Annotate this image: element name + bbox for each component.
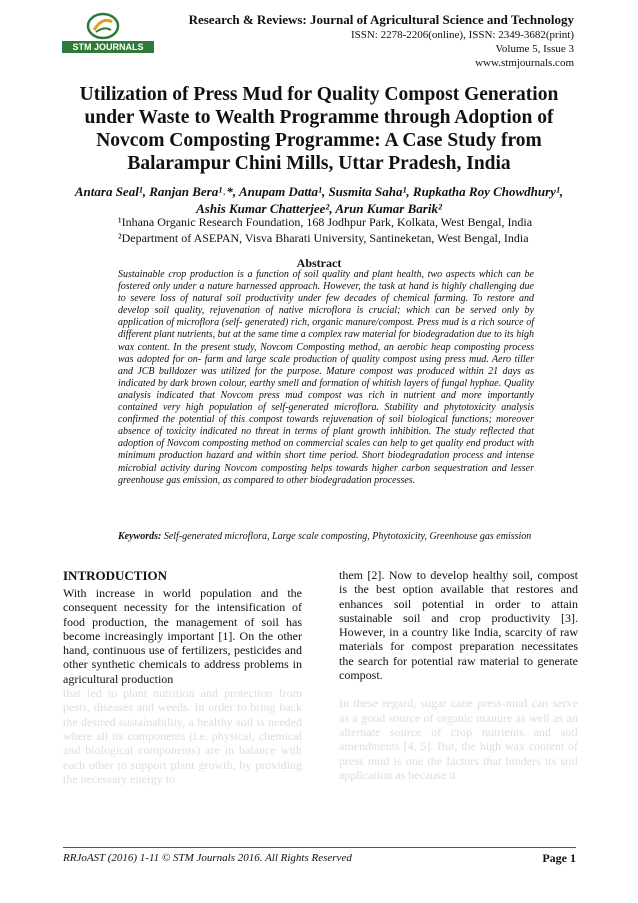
faded-body-text: In these regard, sugar cane press-mud can serve as a good source of organic manure as well as an alternate source of crop nutrients and soil amendments [4, 5]. But, the high wax content of press mud is one the factors that hinders its soil application as because it bbox=[339, 696, 578, 782]
journal-name: Research & Reviews: Journal of Agricultural Science and Technology bbox=[188, 12, 574, 27]
left-column bbox=[63, 568, 302, 786]
authors-line: Antara Seal¹, Ranjan Bera¹˒*, Anupam Datta¹, Susmita Saha¹, Rupkatha Roy Chowdhury¹, bbox=[74, 184, 564, 199]
abstract-body: Sustainable crop production is a function of soil quality and plant health, two aspects which can be fostered only under a nature harnessed approach. However, the task at hand is highly challenging due to severe loss of natural soil productivity under few decades of chemical farming. To restore and develop soil quality, rejuvenation of native microflora is crucial; which can be served only by application of microflora (self- generated) rich, organic manure/compost. Press mud is a rich source of different plant nutrients, but at the same time a complex raw material for biodegradation due to its high wax content. In the present study, Novcom Composting method, an aerobic heap composting process was adopted for on- farm and large scale production of quality compost using press mud. Aero tiller and JCB bulldozer was utilized for the purpose. Mature compost was produced within 21 days as indicated by dark brown colour, earthy smell and formation of whitish layers of fungal hyphae. Quality analysis indicated that Novcom press mud compost was rich in nutrient and more importantly contained very high population of self-generated microflora. Stability and phytotoxicity analysis confirmed the potential of this compost towards rejuvenation of soil biological functions; moreover absence of toxicity indicated no threat in terms of plant growth inhibition. The study reflected that adoption of Novcom composting method on commercial scales can help to get quality end product with minimum production hazard and within short time period. Short biodegradation process and intense microbial activity during Novcom composting helps towards higher carbon sequestration and lesser greenhouse gas emission, as compared to other biodegradation processes. bbox=[118, 269, 534, 486]
issn: ISSN: 2278-2206(online), ISSN: 2349-3682(print) bbox=[350, 29, 574, 41]
keywords-text: Self-generated microflora, Large scale composting, Phytotoxicity, Greenhouse gas emission bbox=[163, 531, 532, 542]
abstract-heading: Abstract bbox=[296, 256, 342, 270]
volume-issue: Volume 5, Issue 3 bbox=[495, 43, 574, 55]
affiliation: ²Department of ASEPAN, Visva Bharati University, Santineketan, West Bengal, India bbox=[118, 231, 529, 245]
page-number: Page 1 bbox=[542, 851, 576, 865]
journal-website[interactable]: www.stmjournals.com bbox=[475, 57, 574, 69]
journal-header bbox=[154, 12, 574, 70]
title-line: Novcom Composting Programme: A Case Study from bbox=[96, 130, 542, 151]
stm-logo-icon bbox=[86, 12, 120, 40]
affiliations bbox=[118, 214, 548, 246]
authors-line: Ashis Kumar Chatterjee², Arun Kumar Barik² bbox=[196, 201, 442, 216]
faded-body-text: that led to plant nutrition and protection from pests, diseases and weeds. In order to bring back the desired sustainability, a healthy soil is needed where all its components (i.e. physical, chemical and biological components) are in balance with each other to support plant growth, by providing the necessary energy to bbox=[63, 686, 302, 786]
title-line: under Waste to Wealth Programme through Adoption of bbox=[84, 107, 554, 128]
paper-title bbox=[70, 83, 568, 175]
keywords bbox=[118, 531, 534, 543]
logo-label: STM JOURNALS bbox=[62, 41, 154, 53]
footer-citation: RRJoAST (2016) 1-11 © STM Journals 2016. All Rights Reserved bbox=[63, 852, 352, 864]
body-text: them [2]. Now to develop healthy soil, compost is the best option available that restores and enhances soil potential in order to attain sustainable soil and crop productivity [3]. However, in a country like India, scarcity of raw materials for compost preparation necessitates the search for potential raw material to generate compost. bbox=[339, 568, 578, 683]
body-text: With increase in world population and the consequent necessity for the intensification of food production, the management of soil has become increasingly important [1]. On the other hand, continuous use of fertilizers, pesticides and other synthetic chemicals to address problems in agricultural production bbox=[63, 586, 302, 686]
affiliation: ¹Inhana Organic Research Foundation, 168 Jodhpur Park, Kolkata, West Bengal, India bbox=[118, 215, 533, 229]
title-line: Utilization of Press Mud for Quality Compost Generation bbox=[79, 84, 559, 105]
journal-logo bbox=[62, 12, 154, 54]
right-column bbox=[339, 568, 578, 782]
footer-divider bbox=[63, 847, 576, 848]
author-list bbox=[60, 183, 578, 217]
title-line: Balarampur Chini Mills, Uttar Pradesh, India bbox=[127, 153, 511, 174]
keywords-label: Keywords: bbox=[118, 531, 162, 542]
section-heading: INTRODUCTION bbox=[63, 568, 168, 583]
